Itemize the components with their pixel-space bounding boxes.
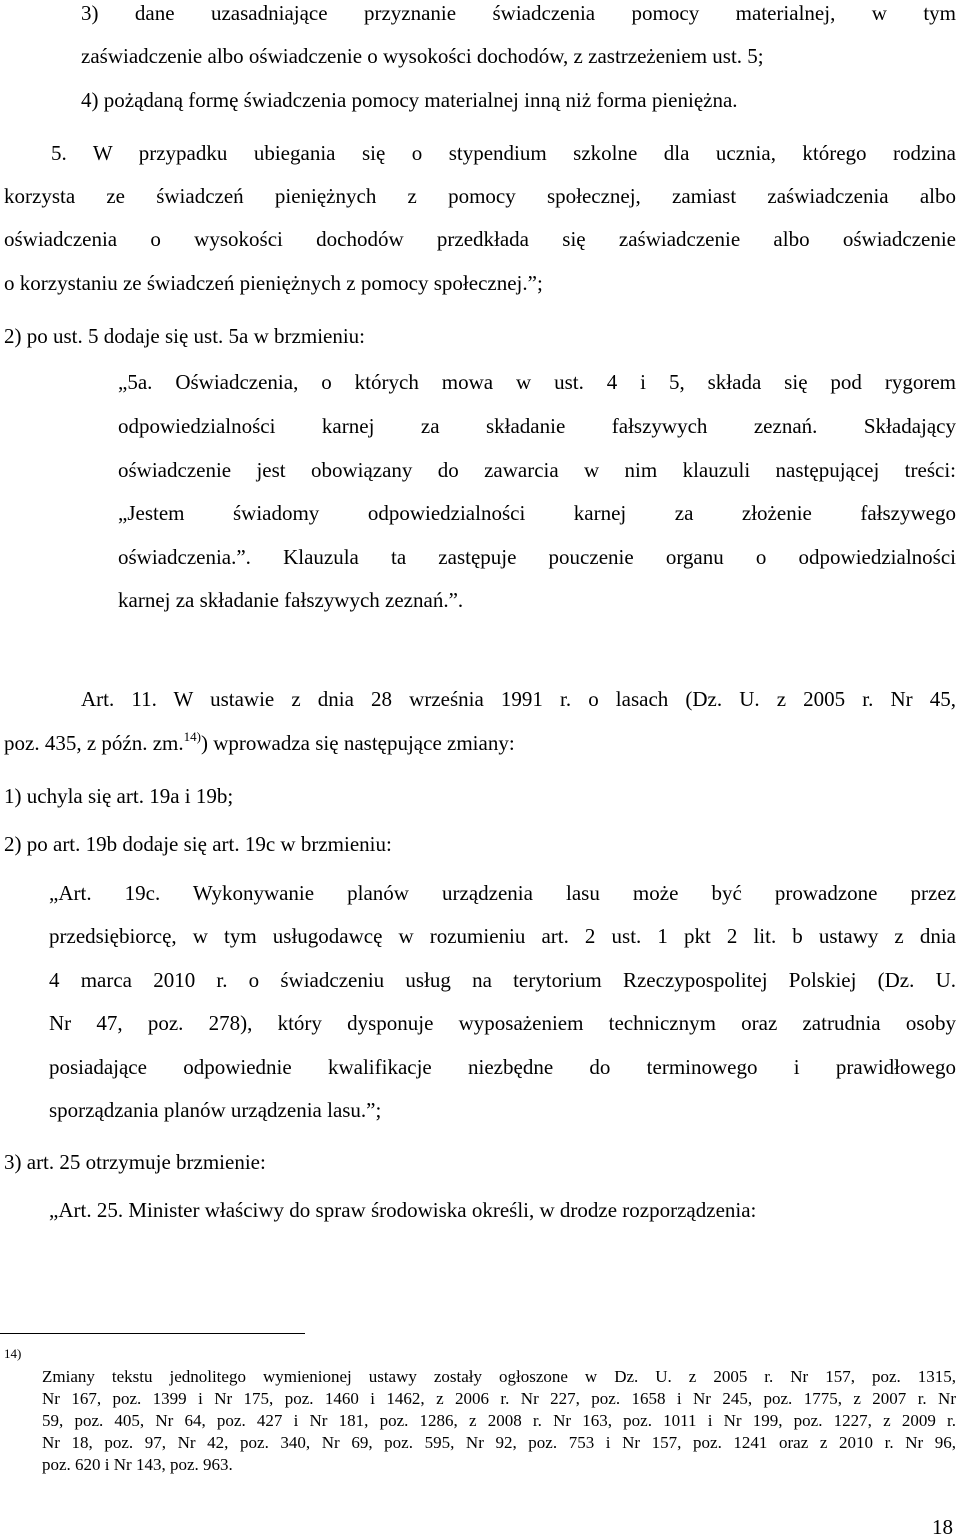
text-line: korzysta ze świadczeń pieniężnych z pomocy społecznej, zamiast zaświadczenia albo — [4, 184, 956, 208]
footnote-line: Nr 18, poz. 97, Nr 42, poz. 340, Nr 69, poz. 595, Nr 92, poz. 753 i Nr 157, poz. 1241 oraz z 2010 r. Nr 96, — [42, 1433, 956, 1452]
text-line: 3) dane uzasadniające przyznanie świadczenia pomocy materialnej, w tym — [81, 1, 956, 25]
text-line: posiadające odpowiednie kwalifikacje niezbędne do terminowego i prawidłowego — [49, 1055, 956, 1079]
text-line: 2) po art. 19b dodaje się art. 19c w brzmieniu: — [4, 832, 392, 856]
footnote-line: 59, poz. 405, Nr 64, poz. 427 i Nr 181, poz. 1286, z 2008 r. Nr 163, poz. 1011 i Nr 199, poz. 1227, z 2009 r. — [42, 1411, 956, 1430]
text-line: sporządzania planów urządzenia lasu.”; — [49, 1098, 382, 1122]
text-line: o korzystaniu ze świadczeń pieniężnych z pomocy społecznej.”; — [4, 271, 543, 295]
text-line — [4, 730, 515, 756]
text-line: oświadczenia.”. Klauzula ta zastępuje pouczenie organu o odpowiedzialności — [118, 545, 956, 569]
text-line: 4) pożądaną formę świadczenia pomocy materialnej inną niż forma pieniężna. — [81, 88, 738, 112]
text-line: 1) uchyla się art. 19a i 19b; — [4, 784, 234, 808]
text-line: Nr 47, poz. 278), który dysponuje wyposażeniem technicznym oraz zatrudnia osoby — [49, 1011, 956, 1035]
page-number: 18 — [932, 1515, 953, 1539]
footnote-line: poz. 620 i Nr 143, poz. 963. — [42, 1455, 233, 1474]
text-line: „Art. 19c. Wykonywanie planów urządzenia lasu może być prowadzone przez — [49, 881, 956, 905]
text-line: zaświadczenie albo oświadczenie o wysokości dochodów, z zastrzeżeniem ust. 5; — [81, 44, 764, 68]
text-line: oświadczenia o wysokości dochodów przedkłada się zaświadczenie albo oświadczenie — [4, 227, 956, 251]
text-line: „Art. 25. Minister właściwy do spraw środowiska określi, w drodze rozporządzenia: — [49, 1198, 757, 1222]
text-fragment: ) wprowadza się następujące zmiany: — [200, 731, 515, 755]
footnote-mark: 14) — [4, 1346, 22, 1361]
footnote-line: Zmiany tekstu jednolitego wymienionej ustawy zostały ogłoszone w Dz. U. z 2005 r. Nr 157, poz. 1315, — [42, 1367, 956, 1386]
text-line: 3) art. 25 otrzymuje brzmienie: — [4, 1150, 266, 1174]
text-fragment: poz. 435, z późn. zm. — [4, 731, 184, 755]
text-line: „5a. Oświadczenia, o których mowa w ust. 4 i 5, składa się pod rygorem — [118, 370, 956, 394]
footnote-separator — [0, 1333, 305, 1334]
text-line: 2) po ust. 5 dodaje się ust. 5a w brzmieniu: — [4, 324, 366, 348]
text-line: karnej za składanie fałszywych zeznań.”. — [118, 588, 464, 612]
footnote-line: Nr 167, poz. 1399 i Nr 175, poz. 1460 i 1462, z 2006 r. Nr 227, poz. 1658 i Nr 245, poz. 1775, z 2007 r. Nr — [42, 1389, 956, 1408]
text-line: oświadczenie jest obowiązany do zawarcia w nim klauzuli następującej treści: — [118, 458, 956, 482]
text-line: „Jestem świadomy odpowiedzialności karnej za złożenie fałszywego — [118, 501, 956, 525]
text-line: 5. W przypadku ubiegania się o stypendium szkolne dla ucznia, którego rodzina — [51, 141, 956, 165]
text-line: odpowiedzialności karnej za składanie fałszywych zeznań. Składający — [118, 414, 956, 438]
text-line: Art. 11. W ustawie z dnia 28 września 1991 r. o lasach (Dz. U. z 2005 r. Nr 45, — [81, 687, 956, 711]
footnote-reference[interactable]: 14) — [183, 729, 201, 744]
text-line: przedsiębiorcę, w tym usługodawcę w rozumieniu art. 2 ust. 1 pkt 2 lit. b ustawy z dnia — [49, 924, 956, 948]
text-line: 4 marca 2010 r. o świadczeniu usług na terytorium Rzeczypospolitej Polskiej (Dz. U. — [49, 968, 956, 992]
